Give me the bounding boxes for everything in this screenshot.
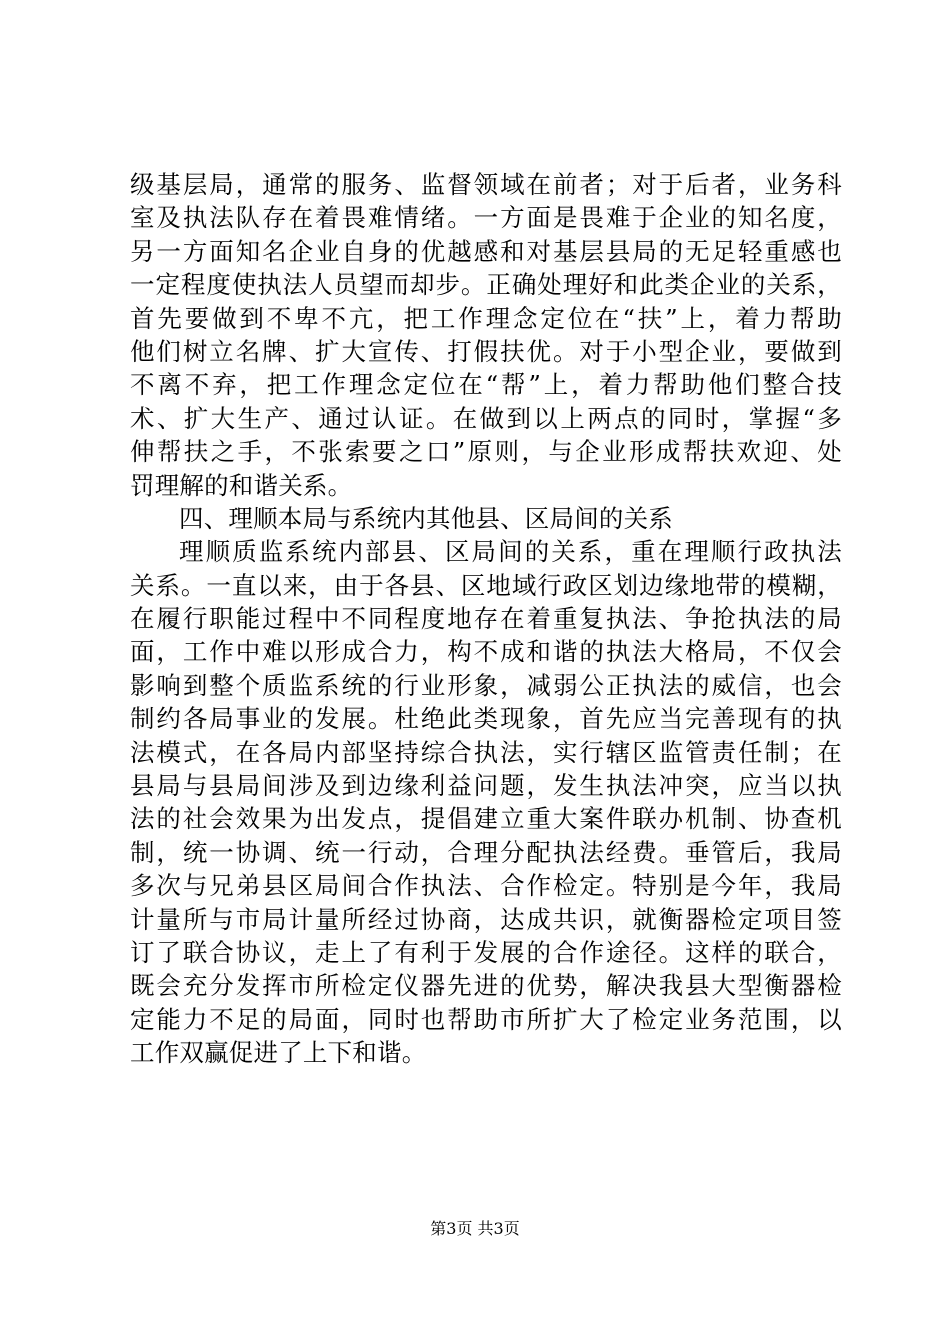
text-line: 影响到整个质监系统的行业形象，减弱公正执法的威信，也会 bbox=[130, 670, 842, 700]
paragraph-end-line: 工作双赢促进了上下和谐。 bbox=[130, 1038, 427, 1068]
document-body bbox=[130, 168, 842, 1070]
text-line: 他们树立名牌、扩大宣传、打假扶优。对于小型企业，要做到 bbox=[130, 336, 842, 366]
page-footer: 第3页 共3页 bbox=[430, 1219, 520, 1238]
text-line: 多次与兄弟县区局间合作执法、合作检定。特别是今年，我局 bbox=[130, 871, 842, 901]
text-line: 计量所与市局计量所经过协商，达成共识，就衡器检定项目签 bbox=[130, 904, 842, 934]
text-line: 面，工作中难以形成合力，构不成和谐的执法大格局，不仅会 bbox=[130, 637, 842, 667]
text-line: 级基层局，通常的服务、监督领域在前者；对于后者，业务科 bbox=[130, 170, 842, 199]
text-line: 县局与县局间涉及到边缘利益问题，发生执法冲突，应当以执 bbox=[130, 771, 842, 801]
text-line: 既会充分发挥市所检定仪器先进的优势，解决我县大型衡器检 bbox=[130, 971, 842, 1001]
paragraph-end-line: 罚理解的和谐关系。 bbox=[130, 470, 353, 500]
text-line: 在履行职能过程中不同程度地存在着重复执法、争抢执法的局 bbox=[130, 604, 842, 634]
text-line: 伸帮扶之手，不张索要之口”原则，与企业形成帮扶欢迎、处 bbox=[130, 437, 842, 467]
text-line: 法模式，在各局内部坚持综合执法，实行辖区监管责任制；在 bbox=[130, 737, 842, 767]
text-line: 首先要做到不卑不亢，把工作理念定位在“扶”上，着力帮助 bbox=[130, 303, 842, 333]
text-line: 法的社会效果为出发点，提倡建立重大案件联办机制、协查机 bbox=[130, 804, 842, 834]
text-line: 制约各局事业的发展。杜绝此类现象，首先应当完善现有的执 bbox=[130, 704, 842, 734]
text-line: 制，统一协调、统一行动，合理分配执法经费。垂管后，我局 bbox=[130, 837, 842, 867]
text-line: 一定程度使执法人员望而却步。正确处理好和此类企业的关系， bbox=[130, 270, 842, 300]
text-line: 不离不弃，把工作理念定位在“帮”上，着力帮助他们整合技 bbox=[130, 370, 842, 400]
text-line: 另一方面知名企业自身的优越感和对基层县局的无足轻重感也 bbox=[130, 236, 842, 266]
paragraph-first-line: 理顺质监系统内部县、区局间的关系，重在理顺行政执法 bbox=[179, 537, 842, 567]
text-line: 术、扩大生产、通过认证。在做到以上两点的同时，掌握“多 bbox=[130, 403, 842, 433]
section-heading: 四、理顺本局与系统内其他县、区局间的关系 bbox=[179, 503, 673, 533]
text-line: 室及执法队存在着畏难情绪。一方面是畏难于企业的知名度， bbox=[130, 203, 842, 233]
text-line: 订了联合协议，走上了有利于发展的合作途径。这样的联合， bbox=[130, 937, 842, 967]
text-line: 关系。一直以来，由于各县、区地域行政区划边缘地带的模糊， bbox=[130, 570, 842, 600]
text-line: 定能力不足的局面，同时也帮助市所扩大了检定业务范围，以 bbox=[130, 1004, 842, 1034]
